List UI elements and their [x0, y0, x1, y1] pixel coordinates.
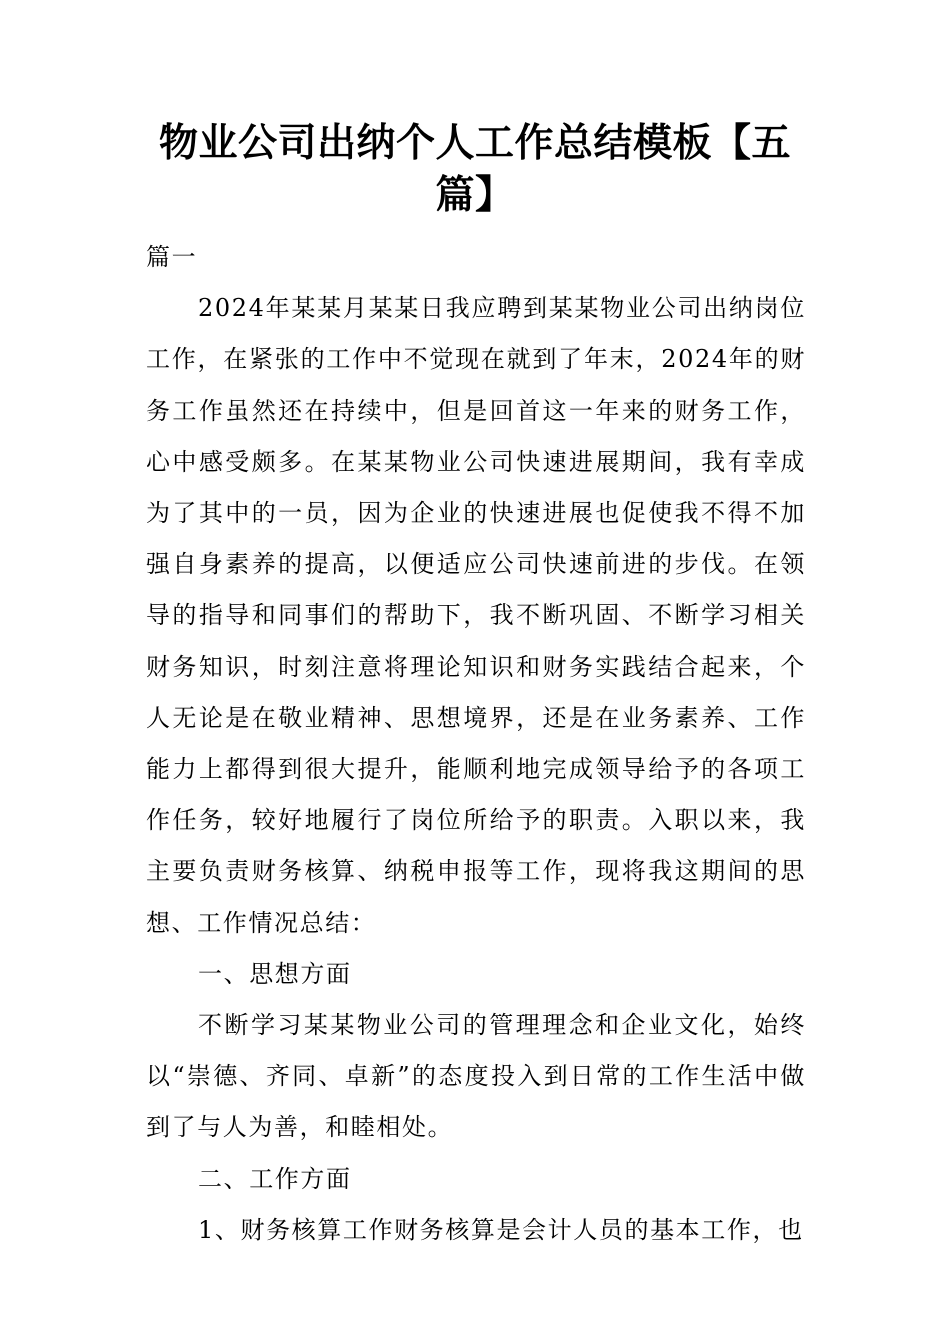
work-paragraph: 1、财务核算工作财务核算是会计人员的基本工作，也: [198, 1215, 804, 1244]
document-title: 物业公司出纳个人工作总结模板【五篇】: [158, 121, 791, 218]
thought-paragraph: 不断学习某某物业公司的管理理念和企业文化，始终以“崇德、齐同、卓新”的态度投入到日常的工作生活中做到了与人为善，和睦相处。: [146, 1011, 806, 1142]
intro-paragraph: 2024年某某月某某日我应聘到某某物业公司出纳岗位工作，在紧张的工作中不觉现在就到了年末，2024年的财务工作虽然还在持续中，但是回首这一年来的财务工作，心中感受颇多。在某某物业公司快速进展期间，我有幸成为了其中的一员，因为企业的快速进展也促使我不得不加强自身素养的提高，以便适应公司快速前进的步伐。在领导的指导和同事们的帮助下，我不断巩固、不断学习相关财务知识，时刻注意将理论知识和财务实践结合起来，个人无论是在敬业精神、思想境界，还是在业务素养、工作能力上都得到很大提升，能顺利地完成领导给予的各项工作任务，较好地履行了岗位所给予的职责。入职以来，我主要负责财务核算、纳税申报等工作，现将我这期间的思想、工作情况总结：: [146, 294, 806, 937]
section-heading-work: 二、工作方面: [198, 1164, 352, 1193]
document-body: [146, 232, 806, 1256]
section-label: 篇一: [146, 243, 198, 271]
section-heading-thought: 一、思想方面: [198, 959, 352, 988]
